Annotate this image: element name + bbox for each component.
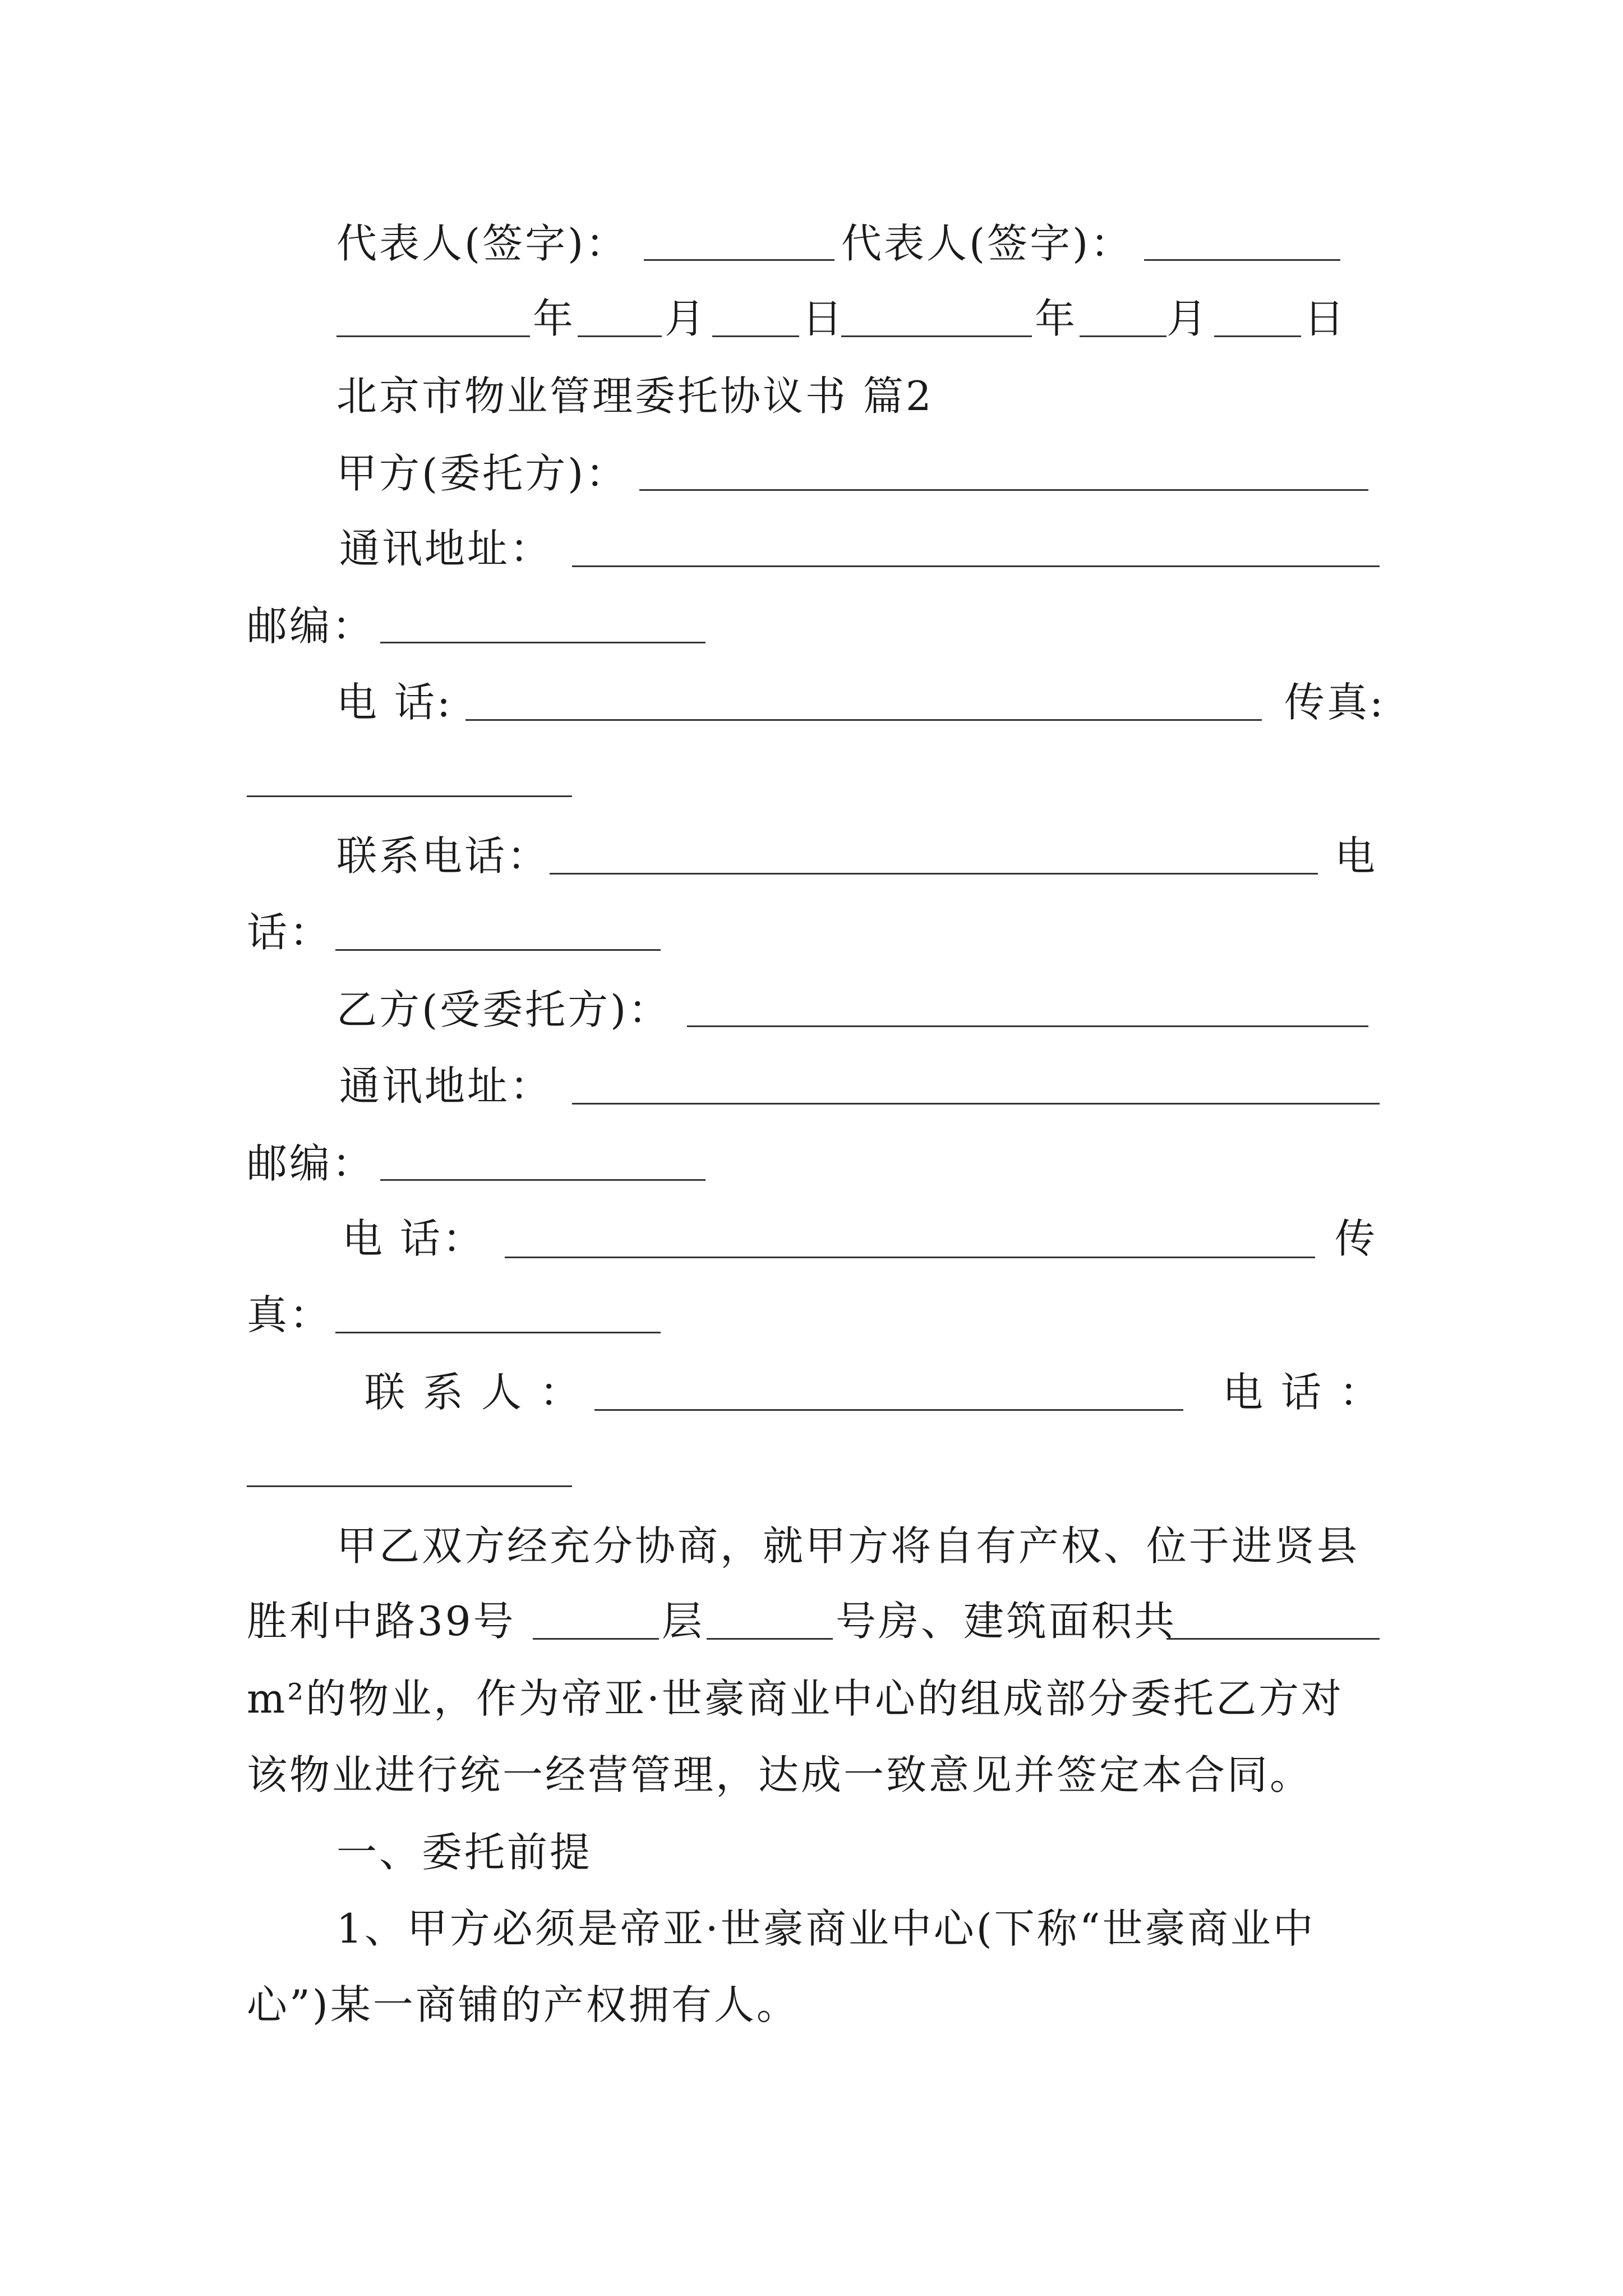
party-a-phone2-label-a: 电 [1335, 832, 1378, 880]
date-b-day-blank [1214, 335, 1301, 337]
party-a-postcode-label: 邮编： [247, 602, 375, 650]
rep-a-label: 代表人(签字)： [336, 220, 629, 267]
party-b-fax-label-b: 真： [247, 1291, 333, 1338]
party-a-contact-phone-blank [550, 873, 1318, 875]
party-b-phone-blank [505, 1257, 1315, 1258]
date-a-year-blank [336, 335, 530, 337]
body-line-2-address: 胜利中路39号 [247, 1598, 516, 1645]
party-b-contact-phone-blank [247, 1485, 572, 1487]
body-line-2 [247, 1594, 1380, 1648]
party-a-address-blank [572, 565, 1380, 567]
body-line-1: 甲乙双方经充分协商，就甲方将自有产权、位于进贤县 [336, 1522, 1360, 1570]
party-a-phone2-blank [335, 949, 661, 951]
date-a-day-blank [712, 335, 799, 337]
signature-date-line [336, 292, 1346, 346]
date-a-month: 月 [665, 295, 708, 342]
party-b-postcode-blank [380, 1179, 706, 1181]
party-b-phone-label: 电 话： [342, 1215, 485, 1262]
floor-blank [533, 1638, 659, 1640]
party-b-label: 乙方(受委托方)： [336, 986, 671, 1033]
signature-rep-line [336, 217, 1346, 270]
party-a-contact-phone-label: 联系电话： [336, 832, 550, 880]
party-b-contact-phone-label: 电话： [1223, 1369, 1398, 1416]
party-a-postcode-blank [380, 642, 706, 643]
item-1-line-2: 心”)某一商铺的产权拥有人。 [247, 1981, 799, 2028]
body-line-3: m²的物业，作为帝亚·世豪商业中心的组成部分委托乙方对 [247, 1675, 1344, 1722]
rep-b-label: 代表人(签字)： [841, 220, 1133, 267]
date-a-year: 年 [533, 295, 576, 342]
body-line-2-room: 号房、建筑面积共 [836, 1598, 1177, 1645]
document-heading: 北京市物业管理委托协议书 篇2 [336, 372, 934, 420]
party-a-phone-label: 电 话: [336, 679, 453, 726]
date-b-day: 日 [1304, 295, 1347, 342]
party-b-address-label: 通讯地址： [339, 1062, 553, 1110]
date-b-month-blank [1080, 335, 1166, 337]
party-b-fax-label-a: 传 [1335, 1215, 1378, 1262]
date-a-day: 日 [802, 295, 845, 342]
area-blank [1166, 1638, 1380, 1640]
party-a-address-label: 通讯地址： [339, 525, 553, 572]
date-b-year: 年 [1035, 295, 1078, 342]
party-a-label: 甲方(委托方)： [336, 450, 629, 497]
body-line-2-floor: 层 [662, 1598, 705, 1645]
party-a-phone-blank [465, 719, 1262, 721]
section-1-heading: 一、委托前提 [336, 1829, 593, 1876]
party-b-address-blank [572, 1103, 1380, 1105]
party-a-fax-blank [247, 795, 572, 797]
item-1-line-1: 1、甲方必须是帝亚·世豪商业中心(下称“世豪商业中 [336, 1905, 1316, 1952]
party-b-fax-blank [335, 1332, 661, 1333]
party-a-phone2-label-b: 话： [247, 909, 333, 956]
date-b-year-blank [841, 335, 1032, 337]
party-b-contact-label: 联系人： [365, 1369, 598, 1416]
room-blank [707, 1638, 833, 1640]
party-b-blank [687, 1025, 1368, 1027]
body-line-4: 该物业进行统一经营管理，达成一致意见并签定本合同。 [247, 1751, 1313, 1798]
date-a-month-blank [578, 335, 662, 337]
rep-b-blank [1144, 259, 1340, 261]
party-b-contact-blank [594, 1409, 1183, 1411]
date-b-month: 月 [1166, 295, 1210, 342]
rep-a-blank [644, 259, 834, 261]
party-b-postcode-label: 邮编： [247, 1140, 375, 1187]
party-a-fax-label: 传真: [1284, 679, 1386, 726]
party-a-blank [639, 489, 1368, 491]
